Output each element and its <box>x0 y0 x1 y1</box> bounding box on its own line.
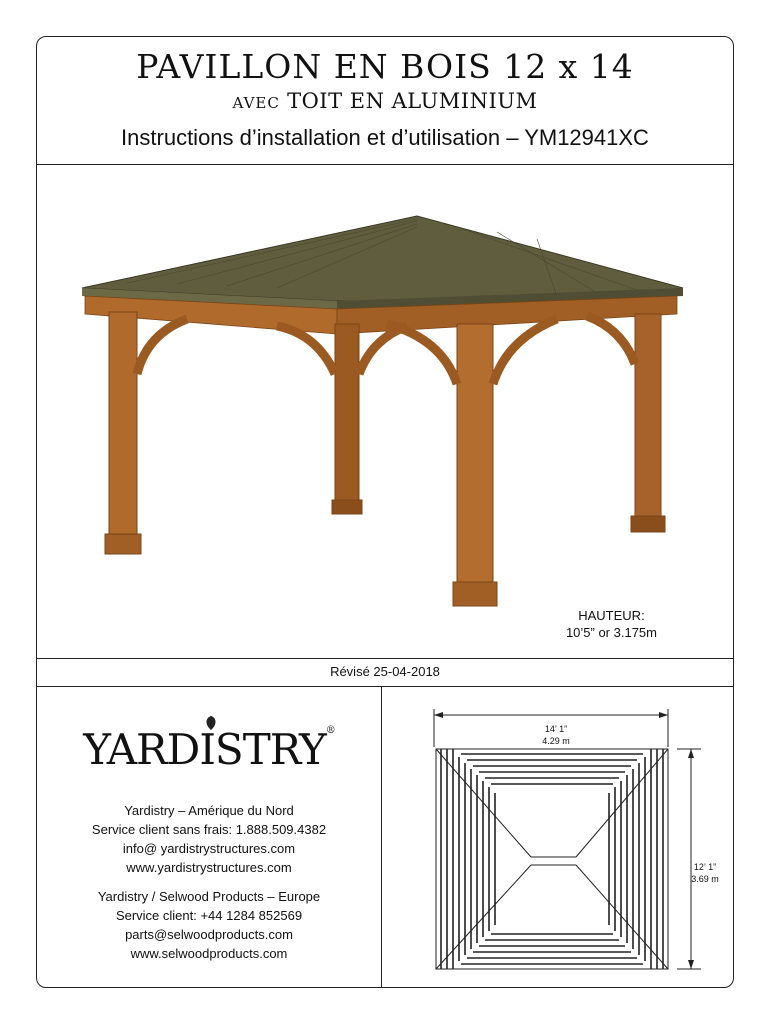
contact-north-america <box>37 801 381 877</box>
page-subtitle <box>37 89 733 113</box>
page-frame <box>36 36 734 988</box>
post-front-right <box>457 324 493 586</box>
height-label <box>566 607 657 641</box>
instructions-title: Instructions d’installation et d’utilisation – YM12941XC <box>121 125 649 150</box>
roof-plan <box>436 749 668 969</box>
width-m: 4.29 m <box>542 736 570 746</box>
height-label-title: HAUTEUR: <box>578 608 645 623</box>
contact-line: Service client sans frais: 1.888.509.4382 <box>91 822 327 837</box>
width-ft: 14’ 1” <box>544 724 568 734</box>
roof <box>82 216 683 301</box>
post-back-left <box>335 324 359 506</box>
contact-website[interactable]: www.selwoodproducts.com <box>130 946 288 961</box>
depth-ft: 12’ 1” <box>693 862 717 872</box>
revision-date: Révisé 25-04-2018 <box>37 658 733 687</box>
depth-m: 3.69 m <box>691 874 719 884</box>
contact-europe <box>37 887 381 963</box>
gazebo-illustration <box>37 164 733 659</box>
contact-line: Yardistry / Selwood Products – Europe <box>97 889 321 904</box>
brace <box>137 319 187 374</box>
header <box>37 37 733 165</box>
depth-dimension <box>677 861 733 885</box>
contact-line: Yardistry – Amérique du Nord <box>124 803 294 818</box>
contact-email[interactable]: parts@selwoodproducts.com <box>125 927 293 942</box>
contact-line: Service client: +44 1284 852569 <box>115 908 303 923</box>
page-title: PAVILLON EN BOIS 12 x 14 <box>136 47 634 86</box>
contact-website[interactable]: www.yardistrystructures.com <box>126 860 292 875</box>
height-value: 10’5” or 3.175m <box>565 625 657 640</box>
width-dimension <box>526 723 586 747</box>
post-back-right <box>635 314 661 522</box>
gazebo-image <box>37 164 734 658</box>
subtitle-main: TOIT EN ALUMINIUM <box>287 89 538 113</box>
post-front-left <box>109 312 137 540</box>
contact-email[interactable]: info@ yardistrystructures.com <box>122 841 296 856</box>
plan-view <box>381 687 734 988</box>
yardistry-logo: YARDISTRY® <box>83 725 335 774</box>
contact-panel <box>37 687 382 988</box>
logo-text: YARDISTRY <box>83 725 326 774</box>
subtitle-small: AVEC <box>232 94 280 112</box>
